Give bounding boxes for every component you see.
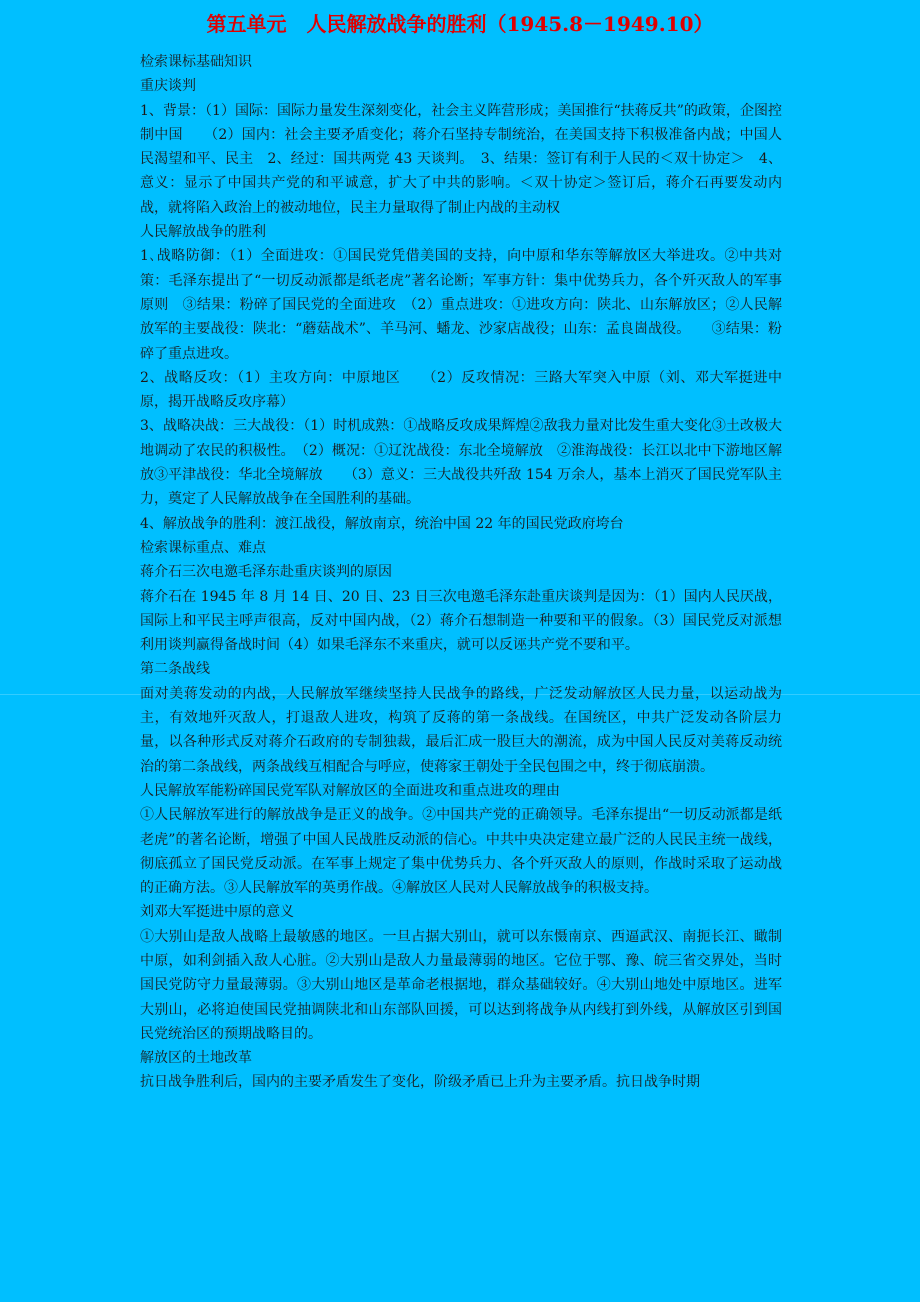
paragraph-strategic-decisive-battle: 3、战略决战：三大战役：（1）时机成熟：①战略反攻成果辉煌②敌我力量对比发生重大变化③土改极大地调动了农民的积极性。 （2）概况：①辽沈战役：东北全境解放 ②淮海战役：长江以北中下游地区解放③平津战役：华北全境解放 （3）意义：三大战役共歼敌 154 万余人，基本上消灭了国民党军队主力，奠定了人民解放战争在全国胜利的基础。 [140, 418, 782, 508]
paragraph-war-victory: 4、解放战争的胜利：渡江战役，解放南京，统治中国 22 年的国民党政府垮台 [140, 515, 624, 532]
section-heading-land-reform: 解放区的土地改革 [140, 1050, 252, 1067]
section-heading-second-front: 第二条战线 [140, 661, 210, 678]
paragraph-chongqing-negotiation: 1、背景：（1）国际：国际力量发生深刻变化，社会主义阵营形成；美国推行“扶蒋反共”的政策，企图控制中国 （2）国内：社会主要矛盾变化；蒋介石坚持专制统治，在美国支持下积极准备内战；中国人民渴望和平、民主 2、经过：国共两党 43 天谈判。 3、结果：签订有利于人民的＜双十协定＞ 4、意义：显示了中国共产党的和平诚意，扩大了中共的影响。＜双十协定＞签订后，蒋介石再要发动内战，就将陷入政治上的被动地位，民主力量取得了制止内战的主动权 [140, 102, 782, 216]
document-title: 第五单元 人民解放战争的胜利（1945.8－1949.10） [206, 12, 714, 36]
section-heading-search-basics: 检索课标基础知识 [140, 54, 252, 70]
paragraph-strategic-counteroffensive: 2、战略反攻：（1）主攻方向：中原地区 （2）反攻情况：三路大军突入中原（刘、邓大军挺进中原，揭开战略反攻序幕） [140, 369, 782, 411]
section-heading-central-plains-significance: 刘邓大军挺进中原的意义 [140, 904, 294, 921]
paragraph-defeat-reasons: ①人民解放军进行的解放战争是正义的战争。②中国共产党的正确领导。毛泽东提出“一切反动派都是纸老虎”的著名论断，增强了中国人民战胜反动派的信心。中共中央决定建立最广泛的人民民主统一战线，彻底孤立了国民党反动派。在军事上规定了集中优势兵力、各个歼灭敌人的原则，作战时采取了运动战的正确方法。③人民解放军的英勇作战。④解放区人民对人民解放战争的积极支持。 [140, 807, 782, 897]
paragraph-invitation-reasons: 蒋介石在 1945 年 8 月 14 日、20 日、23 日三次电邀毛泽东赴重庆谈判是因为：（1）国内人民厌战，国际上和平民主呼声很高，反对中国内战，（2）蒋介石想制造一种要和平的假象。（3）国民党反对派想利用谈判赢得备战时间（4）如果毛泽东不来重庆，就可以反诬共产党不要和平。 [140, 588, 782, 654]
paragraph-land-reform: 抗日战争胜利后，国内的主要矛盾发生了变化，阶级矛盾已上升为主要矛盾。抗日战争时期 [140, 1074, 700, 1091]
section-heading-key-points: 检索课标重点、难点 [140, 539, 266, 556]
paragraph-central-plains-significance: ①大别山是敌人战略上最敏感的地区。一旦占据大别山，就可以东慑南京、西逼武汉、南扼长江、瞰制中原，如利剑插入敌人心脏。②大别山是敌人力量最薄弱的地区。它位于鄂、豫、皖三省交界处，当时国民党防守力量最薄弱。③大别山地区是革命老根据地，群众基础较好。④大别山地处中原地区。进军大别山，必将迫使国民党抽调陕北和山东部队回援，可以达到将战争从内线打到外线，从解放区引到国民党统治区的预期战略目的。 [140, 928, 782, 1042]
section-heading-invitation-reasons: 蒋介石三次电邀毛泽东赴重庆谈判的原因 [140, 564, 392, 581]
document-body [140, 50, 782, 1095]
paragraph-strategic-defense: 1､战略防御：（1）全面进攻：①国民党凭借美国的支持，向中原和华东等解放区大举进攻。②中共对策：毛泽东提出了“一切反动派都是纸老虎”著名论断；军事方针：集中优势兵力，各个歼灭敌人的军事原则 ③结果：粉碎了国民党的全面进攻 （2）重点进攻：①进攻方向：陕北、山东解放区；②人民解放军的主要战役：陕北：“蘑菇战术”、羊马河、蟠龙、沙家店战役；山东：孟良崮战役。 ③结果：粉碎了重点进攻。 [140, 248, 782, 362]
section-heading-defeat-reasons: 人民解放军能粉碎国民党军队对解放区的全面进攻和重点进攻的理由 [140, 782, 560, 799]
section-heading-liberation-war-victory: 人民解放战争的胜利 [140, 224, 266, 241]
paragraph-second-front: 面对美蒋发动的内战，人民解放军继续坚持人民战争的路线，广泛发动解放区人民力量，以运动战为主，有效地歼灭敌人，打退敌人进攻，构筑了反蒋的第一条战线。在国统区，中共广泛发动各阶层力量，以各种形式反对蒋介石政府的专制独裁，最后汇成一股巨大的潮流，成为中国人民反对美蒋反动统治的第二条战线，两条战线互相配合与呼应，使蒋家王朝处于全民包围之中，终于彻底崩溃。 [140, 685, 782, 775]
section-heading-chongqing-negotiation: 重庆谈判 [140, 78, 196, 95]
